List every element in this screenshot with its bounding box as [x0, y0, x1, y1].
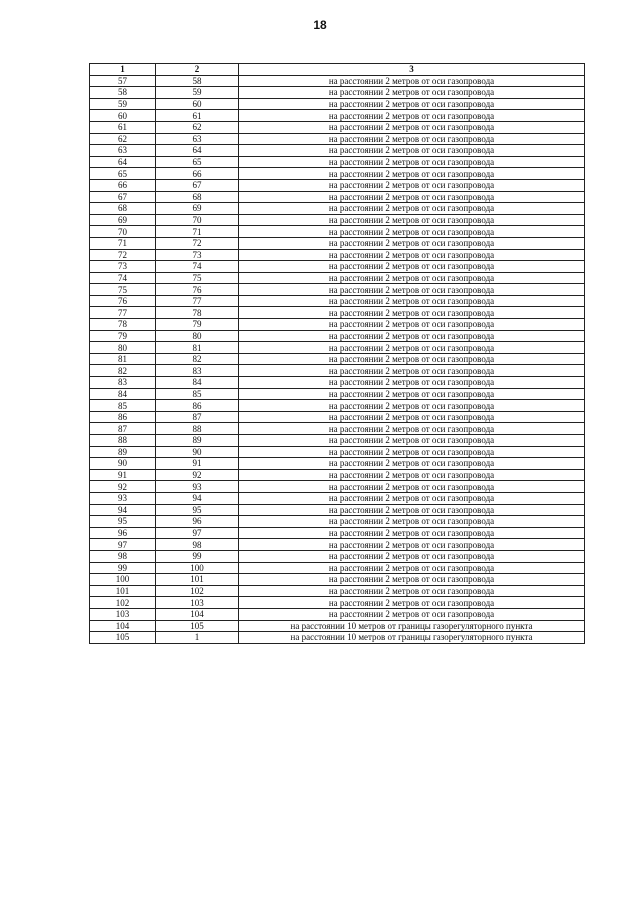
point-to-cell: 86	[156, 400, 239, 412]
point-to-cell: 105	[156, 620, 239, 632]
point-to-cell: 95	[156, 504, 239, 516]
description-cell: на расстоянии 2 метров от оси газопровода	[239, 550, 585, 562]
point-to-cell: 74	[156, 261, 239, 273]
point-from-cell: 84	[90, 388, 156, 400]
description-cell: на расстоянии 2 метров от оси газопровода	[239, 365, 585, 377]
description-cell: на расстоянии 2 метров от оси газопровода	[239, 353, 585, 365]
point-to-cell: 65	[156, 156, 239, 168]
description-cell: на расстоянии 2 метров от оси газопровода	[239, 75, 585, 87]
point-to-cell: 1	[156, 632, 239, 644]
description-cell: на расстоянии 2 метров от оси газопровода	[239, 481, 585, 493]
point-to-cell: 85	[156, 388, 239, 400]
description-cell: на расстоянии 10 метров от границы газорегуляторного пункта	[239, 632, 585, 644]
table-row	[90, 527, 585, 539]
point-to-cell: 88	[156, 423, 239, 435]
description-cell: на расстоянии 2 метров от оси газопровода	[239, 469, 585, 481]
description-cell: на расстоянии 2 метров от оси газопровода	[239, 330, 585, 342]
description-cell: на расстоянии 2 метров от оси газопровода	[239, 145, 585, 157]
table-row	[90, 574, 585, 586]
table-row	[90, 319, 585, 331]
point-from-cell: 91	[90, 469, 156, 481]
point-from-cell: 87	[90, 423, 156, 435]
point-to-cell: 70	[156, 214, 239, 226]
description-cell: на расстоянии 2 метров от оси газопровода	[239, 87, 585, 99]
point-from-cell: 66	[90, 179, 156, 191]
table-row	[90, 214, 585, 226]
table-row	[90, 203, 585, 215]
page-number: 18	[313, 18, 327, 32]
description-cell: на расстоянии 2 метров от оси газопровода	[239, 284, 585, 296]
point-to-cell: 72	[156, 237, 239, 249]
table-row	[90, 307, 585, 319]
table-row	[90, 272, 585, 284]
description-cell: на расстоянии 2 метров от оси газопровода	[239, 458, 585, 470]
point-from-cell: 103	[90, 608, 156, 620]
point-to-cell: 93	[156, 481, 239, 493]
point-from-cell: 96	[90, 527, 156, 539]
point-from-cell: 61	[90, 121, 156, 133]
table-row	[90, 435, 585, 447]
point-to-cell: 67	[156, 179, 239, 191]
point-from-cell: 98	[90, 550, 156, 562]
table-row	[90, 597, 585, 609]
description-cell: на расстоянии 2 метров от оси газопровода	[239, 377, 585, 389]
point-from-cell: 75	[90, 284, 156, 296]
point-from-cell: 88	[90, 435, 156, 447]
description-cell: на расстоянии 2 метров от оси газопровода	[239, 214, 585, 226]
point-to-cell: 94	[156, 492, 239, 504]
point-to-cell: 92	[156, 469, 239, 481]
column-header-1: 1	[90, 64, 156, 76]
table-row	[90, 458, 585, 470]
point-from-cell: 80	[90, 342, 156, 354]
point-from-cell: 95	[90, 516, 156, 528]
description-cell: на расстоянии 2 метров от оси газопровода	[239, 261, 585, 273]
table-row	[90, 388, 585, 400]
table-row	[90, 539, 585, 551]
point-to-cell: 102	[156, 585, 239, 597]
point-from-cell: 104	[90, 620, 156, 632]
point-to-cell: 98	[156, 539, 239, 551]
point-from-cell: 59	[90, 98, 156, 110]
description-cell: на расстоянии 2 метров от оси газопровода	[239, 446, 585, 458]
point-to-cell: 59	[156, 87, 239, 99]
description-cell: на расстоянии 2 метров от оси газопровода	[239, 608, 585, 620]
point-from-cell: 77	[90, 307, 156, 319]
table-row	[90, 284, 585, 296]
point-from-cell: 102	[90, 597, 156, 609]
description-cell: на расстоянии 2 метров от оси газопровода	[239, 121, 585, 133]
table-row	[90, 261, 585, 273]
table-row	[90, 423, 585, 435]
description-cell: на расстоянии 2 метров от оси газопровода	[239, 516, 585, 528]
point-from-cell: 85	[90, 400, 156, 412]
point-to-cell: 76	[156, 284, 239, 296]
description-cell: на расстоянии 2 метров от оси газопровода	[239, 98, 585, 110]
point-to-cell: 104	[156, 608, 239, 620]
point-from-cell: 58	[90, 87, 156, 99]
point-to-cell: 81	[156, 342, 239, 354]
table-row	[90, 446, 585, 458]
point-to-cell: 64	[156, 145, 239, 157]
point-from-cell: 100	[90, 574, 156, 586]
description-cell: на расстоянии 2 метров от оси газопровода	[239, 492, 585, 504]
description-cell: на расстоянии 2 метров от оси газопровода	[239, 400, 585, 412]
description-cell: на расстоянии 2 метров от оси газопровода	[239, 342, 585, 354]
description-cell: на расстоянии 2 метров от оси газопровода	[239, 319, 585, 331]
point-from-cell: 83	[90, 377, 156, 389]
point-to-cell: 77	[156, 295, 239, 307]
point-from-cell: 90	[90, 458, 156, 470]
description-cell: на расстоянии 2 метров от оси газопровода	[239, 562, 585, 574]
point-to-cell: 71	[156, 226, 239, 238]
point-to-cell: 96	[156, 516, 239, 528]
point-from-cell: 63	[90, 145, 156, 157]
point-from-cell: 64	[90, 156, 156, 168]
table-row	[90, 481, 585, 493]
point-from-cell: 70	[90, 226, 156, 238]
table-row	[90, 550, 585, 562]
point-to-cell: 58	[156, 75, 239, 87]
point-to-cell: 83	[156, 365, 239, 377]
point-from-cell: 60	[90, 110, 156, 122]
table-header-row	[90, 64, 585, 76]
description-cell: на расстоянии 2 метров от оси газопровода	[239, 168, 585, 180]
point-to-cell: 73	[156, 249, 239, 261]
table-row	[90, 295, 585, 307]
point-from-cell: 57	[90, 75, 156, 87]
point-to-cell: 63	[156, 133, 239, 145]
point-to-cell: 100	[156, 562, 239, 574]
description-cell: на расстоянии 2 метров от оси газопровода	[239, 156, 585, 168]
point-from-cell: 62	[90, 133, 156, 145]
table-row	[90, 249, 585, 261]
table-body	[90, 75, 585, 643]
point-from-cell: 67	[90, 191, 156, 203]
description-cell: на расстоянии 2 метров от оси газопровода	[239, 249, 585, 261]
table-row	[90, 400, 585, 412]
table-row	[90, 226, 585, 238]
description-cell: на расстоянии 2 метров от оси газопровода	[239, 295, 585, 307]
table-row	[90, 133, 585, 145]
table-row	[90, 492, 585, 504]
table-row	[90, 330, 585, 342]
point-to-cell: 69	[156, 203, 239, 215]
point-to-cell: 91	[156, 458, 239, 470]
point-to-cell: 84	[156, 377, 239, 389]
point-from-cell: 101	[90, 585, 156, 597]
point-to-cell: 101	[156, 574, 239, 586]
description-cell: на расстоянии 2 метров от оси газопровода	[239, 423, 585, 435]
point-to-cell: 89	[156, 435, 239, 447]
table-row	[90, 168, 585, 180]
description-cell: на расстоянии 2 метров от оси газопровода	[239, 585, 585, 597]
table-row	[90, 121, 585, 133]
point-from-cell: 78	[90, 319, 156, 331]
boundary-points-table	[89, 63, 585, 644]
description-cell: на расстоянии 2 метров от оси газопровода	[239, 574, 585, 586]
description-cell: на расстоянии 2 метров от оси газопровода	[239, 237, 585, 249]
column-header-2: 2	[156, 64, 239, 76]
table-row	[90, 469, 585, 481]
table-row	[90, 237, 585, 249]
point-from-cell: 81	[90, 353, 156, 365]
table-row	[90, 87, 585, 99]
description-cell: на расстоянии 2 метров от оси газопровода	[239, 307, 585, 319]
point-from-cell: 74	[90, 272, 156, 284]
description-cell: на расстоянии 2 метров от оси газопровода	[239, 411, 585, 423]
point-from-cell: 68	[90, 203, 156, 215]
table-row	[90, 342, 585, 354]
description-cell: на расстоянии 2 метров от оси газопровода	[239, 191, 585, 203]
point-from-cell: 82	[90, 365, 156, 377]
description-cell: на расстоянии 2 метров от оси газопровода	[239, 179, 585, 191]
point-from-cell: 79	[90, 330, 156, 342]
description-cell: на расстоянии 2 метров от оси газопровода	[239, 203, 585, 215]
table-row	[90, 145, 585, 157]
table-row	[90, 110, 585, 122]
point-from-cell: 105	[90, 632, 156, 644]
table-row	[90, 179, 585, 191]
table-row	[90, 156, 585, 168]
description-cell: на расстоянии 10 метров от границы газорегуляторного пункта	[239, 620, 585, 632]
point-from-cell: 65	[90, 168, 156, 180]
point-from-cell: 72	[90, 249, 156, 261]
point-from-cell: 97	[90, 539, 156, 551]
table-row	[90, 98, 585, 110]
table-row	[90, 377, 585, 389]
point-from-cell: 86	[90, 411, 156, 423]
table-row	[90, 75, 585, 87]
table-row	[90, 620, 585, 632]
point-from-cell: 93	[90, 492, 156, 504]
point-from-cell: 76	[90, 295, 156, 307]
point-to-cell: 78	[156, 307, 239, 319]
point-from-cell: 94	[90, 504, 156, 516]
table-row	[90, 585, 585, 597]
point-to-cell: 87	[156, 411, 239, 423]
table-row	[90, 632, 585, 644]
point-to-cell: 103	[156, 597, 239, 609]
description-cell: на расстоянии 2 метров от оси газопровода	[239, 388, 585, 400]
point-from-cell: 89	[90, 446, 156, 458]
table-row	[90, 516, 585, 528]
table-row	[90, 504, 585, 516]
point-from-cell: 99	[90, 562, 156, 574]
point-from-cell: 69	[90, 214, 156, 226]
description-cell: на расстоянии 2 метров от оси газопровода	[239, 504, 585, 516]
point-to-cell: 90	[156, 446, 239, 458]
point-to-cell: 60	[156, 98, 239, 110]
point-from-cell: 73	[90, 261, 156, 273]
point-to-cell: 68	[156, 191, 239, 203]
description-cell: на расстоянии 2 метров от оси газопровода	[239, 133, 585, 145]
description-cell: на расстоянии 2 метров от оси газопровода	[239, 527, 585, 539]
description-cell: на расстоянии 2 метров от оси газопровода	[239, 110, 585, 122]
point-to-cell: 75	[156, 272, 239, 284]
point-to-cell: 61	[156, 110, 239, 122]
description-cell: на расстоянии 2 метров от оси газопровода	[239, 226, 585, 238]
point-to-cell: 66	[156, 168, 239, 180]
point-from-cell: 92	[90, 481, 156, 493]
table-row	[90, 562, 585, 574]
point-to-cell: 79	[156, 319, 239, 331]
column-header-3: 3	[239, 64, 585, 76]
point-to-cell: 82	[156, 353, 239, 365]
table-row	[90, 608, 585, 620]
point-from-cell: 71	[90, 237, 156, 249]
point-to-cell: 99	[156, 550, 239, 562]
description-cell: на расстоянии 2 метров от оси газопровода	[239, 272, 585, 284]
point-to-cell: 97	[156, 527, 239, 539]
table-row	[90, 411, 585, 423]
table-row	[90, 353, 585, 365]
description-cell: на расстоянии 2 метров от оси газопровода	[239, 435, 585, 447]
point-to-cell: 80	[156, 330, 239, 342]
point-to-cell: 62	[156, 121, 239, 133]
description-cell: на расстоянии 2 метров от оси газопровода	[239, 597, 585, 609]
description-cell: на расстоянии 2 метров от оси газопровода	[239, 539, 585, 551]
table-row	[90, 191, 585, 203]
table-row	[90, 365, 585, 377]
